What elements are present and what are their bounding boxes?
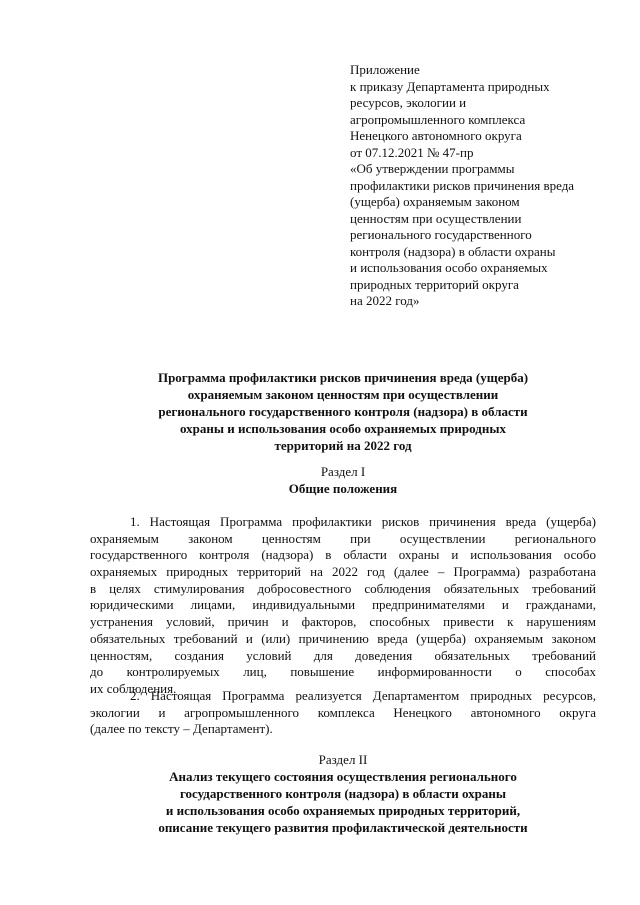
title-line: регионального государственного контроля (надзора) в области xyxy=(158,404,528,419)
appendix-line: регионального государственного xyxy=(350,227,532,242)
heading-line: описание текущего развития профилактической деятельности xyxy=(158,820,528,835)
text-line: в целях стимулирования добросовестного соблюдения обязательных требований xyxy=(90,580,596,596)
appendix-line: природных территорий округа xyxy=(350,276,519,292)
appendix-line: и использования особо охраняемых xyxy=(350,260,548,275)
section-heading xyxy=(90,768,596,836)
appendix-line: ресурсов, экологии и xyxy=(350,95,467,110)
text-line: государственного контроля (надзора) в области охраны и использования особо xyxy=(90,547,596,563)
title-line: территорий на 2022 год xyxy=(274,438,412,453)
heading-line: государственного контроля (надзора) в области охраны xyxy=(179,786,507,801)
appendix-line: на 2022 год» xyxy=(350,293,420,308)
heading-line: Анализ текущего состояния осуществления регионального xyxy=(169,769,517,784)
section-label: Раздел II xyxy=(318,752,368,767)
appendix-line: Ненецкого автономного округа xyxy=(350,128,522,143)
text-line: охраняемых природных территорий на 2022 год (далее – Программа) разработана xyxy=(90,564,596,580)
appendix-note xyxy=(350,62,610,310)
text-line: устранения условий, причин и факторов, способных привести к нарушениям xyxy=(90,614,596,630)
appendix-line: ценностям при осуществлении xyxy=(350,210,522,226)
text-line: их соблюдения. xyxy=(90,680,177,696)
text-line: до контролируемых лиц, повышение информированности о способах xyxy=(90,664,596,680)
text-line: обязательных требований и (или) причинению вреда (ущерба) охраняемым законом xyxy=(90,630,596,646)
appendix-line: «Об утверждении программы xyxy=(350,161,515,176)
appendix-line: (ущерба) охраняемым законом xyxy=(350,194,520,209)
appendix-line: агропромышленного комплекса xyxy=(350,111,526,127)
section-1-header xyxy=(90,463,596,497)
text-line: юридическими лицами, индивидуальными предпринимателями и гражданами, xyxy=(90,597,596,613)
section-2-header xyxy=(90,751,596,836)
section-heading: Общие положения xyxy=(288,481,398,496)
text-line: ценностям, создания условий для доведения обязательных требований xyxy=(90,647,596,663)
appendix-line: к приказу Департамента природных xyxy=(350,78,550,94)
appendix-line: профилактики рисков причинения вреда xyxy=(350,177,575,193)
document-title xyxy=(90,369,596,454)
section-label: Раздел I xyxy=(320,464,366,479)
title-line: Программа профилактики рисков причинения вреда (ущерба) xyxy=(157,370,529,385)
title-line: охраняемым законом ценностям при осуществлении xyxy=(187,387,499,402)
text-line: 1. Настоящая Программа профилактики рисков причинения вреда (ущерба) xyxy=(130,514,596,529)
paragraph-2 xyxy=(90,688,596,738)
text-line: охраняемым законом ценностям при осуществлении регионального xyxy=(90,530,596,546)
text-line: экологии и агропромышленного комплекса Ненецкого автономного округа xyxy=(90,704,596,720)
text-line: (далее по тексту – Департамент). xyxy=(90,721,273,737)
paragraph-1 xyxy=(90,514,596,698)
heading-line: и использования особо охраняемых природных территорий, xyxy=(165,803,521,818)
text-line: 2. Настоящая Программа реализуется Департаментом природных ресурсов, xyxy=(130,688,596,703)
appendix-line: контроля (надзора) в области охраны xyxy=(350,243,556,259)
appendix-line: от 07.12.2021 № 47-пр xyxy=(350,144,474,160)
title-line: охраны и использования особо охраняемых природных xyxy=(180,421,506,436)
appendix-line: Приложение xyxy=(350,62,420,77)
